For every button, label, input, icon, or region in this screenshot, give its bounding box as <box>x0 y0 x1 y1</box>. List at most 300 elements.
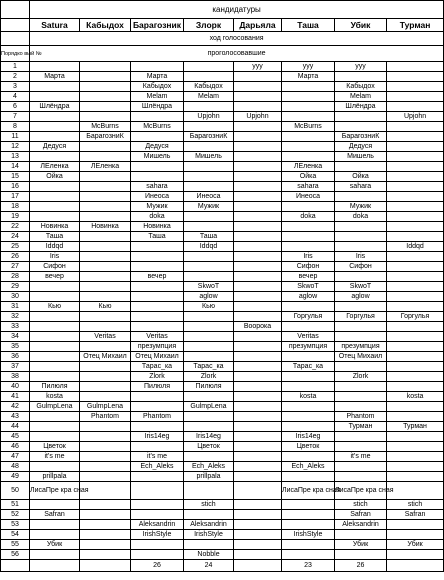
vote-cell[interactable] <box>282 402 335 412</box>
vote-cell[interactable] <box>131 252 184 262</box>
candidate-header[interactable]: Убик <box>335 19 387 32</box>
vote-cell[interactable] <box>335 222 387 232</box>
vote-cell[interactable] <box>282 202 335 212</box>
vote-cell[interactable]: Aleksandrin <box>131 520 184 530</box>
vote-cell[interactable] <box>387 342 444 352</box>
vote-cell[interactable]: doka <box>335 212 387 222</box>
vote-cell[interactable] <box>234 192 282 202</box>
vote-cell[interactable] <box>30 202 80 212</box>
row-number[interactable]: 41 <box>1 392 30 402</box>
vote-cell[interactable] <box>131 242 184 252</box>
vote-cell[interactable] <box>80 472 131 482</box>
vote-cell[interactable] <box>387 282 444 292</box>
vote-cell[interactable] <box>184 482 234 500</box>
row-number[interactable]: 6 <box>1 102 30 112</box>
vote-cell[interactable]: IrishStyle <box>131 530 184 540</box>
candidate-header[interactable]: Злорк <box>184 19 234 32</box>
vote-cell[interactable]: GulmpLena <box>80 402 131 412</box>
vote-cell[interactable] <box>80 342 131 352</box>
vote-cell[interactable]: kosta <box>30 392 80 402</box>
vote-cell[interactable] <box>234 262 282 272</box>
candidate-header[interactable]: Кабыдох <box>80 19 131 32</box>
vote-cell[interactable] <box>234 292 282 302</box>
vote-cell[interactable] <box>80 232 131 242</box>
vote-cell[interactable]: Кью <box>80 302 131 312</box>
row-number[interactable]: 26 <box>1 252 30 262</box>
vote-cell[interactable]: doka <box>282 212 335 222</box>
vote-cell[interactable]: Aleksandrin <box>184 520 234 530</box>
vote-cell[interactable] <box>80 202 131 212</box>
vote-cell[interactable] <box>282 520 335 530</box>
candidate-header[interactable]: Турман <box>387 19 444 32</box>
row-number[interactable]: 55 <box>1 540 30 550</box>
vote-cell[interactable] <box>282 322 335 332</box>
vote-cell[interactable]: Iris14eg <box>184 432 234 442</box>
vote-cell[interactable]: Пилюля <box>131 382 184 392</box>
vote-cell[interactable]: Таша <box>30 232 80 242</box>
vote-cell[interactable] <box>282 222 335 232</box>
vote-cell[interactable] <box>282 352 335 362</box>
vote-cell[interactable] <box>234 392 282 402</box>
vote-cell[interactable]: ЛисаПре кра сная <box>335 482 387 500</box>
vote-cell[interactable]: Убик <box>30 540 80 550</box>
vote-cell[interactable]: Инеоса <box>184 192 234 202</box>
vote-cell[interactable] <box>234 182 282 192</box>
vote-cell[interactable] <box>387 382 444 392</box>
vote-cell[interactable]: stich <box>387 500 444 510</box>
vote-cell[interactable] <box>387 362 444 372</box>
row-number[interactable]: 3 <box>1 82 30 92</box>
total-cell[interactable]: 23 <box>282 560 335 572</box>
vote-cell[interactable] <box>131 262 184 272</box>
row-number[interactable]: 16 <box>1 182 30 192</box>
vote-cell[interactable] <box>387 152 444 162</box>
vote-cell[interactable]: Шлёндра <box>131 102 184 112</box>
vote-cell[interactable] <box>80 452 131 462</box>
vote-cell[interactable] <box>131 292 184 302</box>
vote-cell[interactable]: SkwoT <box>184 282 234 292</box>
vote-cell[interactable] <box>282 142 335 152</box>
vote-cell[interactable] <box>282 112 335 122</box>
vote-cell[interactable] <box>80 510 131 520</box>
vote-cell[interactable] <box>30 132 80 142</box>
vote-cell[interactable]: Melam <box>335 92 387 102</box>
vote-cell[interactable] <box>387 332 444 342</box>
vote-cell[interactable] <box>234 302 282 312</box>
row-number[interactable]: 35 <box>1 342 30 352</box>
vote-cell[interactable]: Отец Михаил <box>80 352 131 362</box>
vote-cell[interactable]: Мишель <box>335 152 387 162</box>
vote-cell[interactable] <box>80 172 131 182</box>
vote-cell[interactable]: Шлёндра <box>30 102 80 112</box>
vote-cell[interactable] <box>282 382 335 392</box>
vote-cell[interactable] <box>387 372 444 382</box>
vote-cell[interactable] <box>131 540 184 550</box>
vote-cell[interactable]: aglow <box>335 292 387 302</box>
vote-cell[interactable]: Phantom <box>335 412 387 422</box>
vote-cell[interactable] <box>335 302 387 312</box>
vote-cell[interactable]: it's me <box>30 452 80 462</box>
corner-cell[interactable] <box>1 32 30 46</box>
vote-cell[interactable] <box>335 472 387 482</box>
vote-cell[interactable]: Тарас_ка <box>131 362 184 372</box>
vote-cell[interactable] <box>335 392 387 402</box>
vote-cell[interactable]: Пилюля <box>184 382 234 392</box>
vote-cell[interactable] <box>387 82 444 92</box>
vote-cell[interactable] <box>184 422 234 432</box>
vote-cell[interactable] <box>282 472 335 482</box>
vote-cell[interactable]: Upjohn <box>387 112 444 122</box>
vote-cell[interactable] <box>282 242 335 252</box>
vote-cell[interactable]: GulmpLena <box>184 402 234 412</box>
vote-cell[interactable]: Шлёндра <box>335 102 387 112</box>
vote-cell[interactable] <box>80 520 131 530</box>
vote-cell[interactable] <box>30 432 80 442</box>
vote-cell[interactable] <box>30 212 80 222</box>
vote-cell[interactable] <box>184 162 234 172</box>
vote-cell[interactable] <box>387 72 444 82</box>
row-number[interactable]: 33 <box>1 322 30 332</box>
vote-cell[interactable] <box>131 422 184 432</box>
vote-cell[interactable]: Iddqd <box>30 242 80 252</box>
row-number[interactable]: 12 <box>1 142 30 152</box>
vote-cell[interactable]: Upjohn <box>234 112 282 122</box>
vote-cell[interactable] <box>335 112 387 122</box>
vote-cell[interactable]: Кабыдох <box>335 82 387 92</box>
vote-cell[interactable]: Отец Михаил <box>131 352 184 362</box>
vote-cell[interactable]: Ech_Aleks <box>184 462 234 472</box>
row-number[interactable]: 28 <box>1 272 30 282</box>
row-number[interactable]: 29 <box>1 282 30 292</box>
vote-cell[interactable] <box>80 282 131 292</box>
voted-label[interactable]: проголосовавшие <box>30 46 444 62</box>
vote-cell[interactable] <box>131 392 184 402</box>
row-number[interactable]: 30 <box>1 292 30 302</box>
row-number[interactable]: 37 <box>1 362 30 372</box>
row-number[interactable]: 50 <box>1 482 30 500</box>
vote-cell[interactable] <box>184 540 234 550</box>
vote-cell[interactable] <box>30 422 80 432</box>
vote-cell[interactable]: Ech_Aleks <box>131 462 184 472</box>
vote-cell[interactable]: ууу <box>335 62 387 72</box>
vote-cell[interactable] <box>80 392 131 402</box>
vote-cell[interactable] <box>80 62 131 72</box>
corner-cell[interactable] <box>1 1 30 19</box>
vote-cell[interactable]: ЛЕленка <box>282 162 335 172</box>
vote-cell[interactable] <box>184 312 234 322</box>
vote-cell[interactable]: prillpala <box>30 472 80 482</box>
vote-cell[interactable] <box>30 332 80 342</box>
row-number[interactable]: 34 <box>1 332 30 342</box>
vote-cell[interactable]: Дедуся <box>131 142 184 152</box>
vote-cell[interactable] <box>234 272 282 282</box>
vote-cell[interactable]: McBurns <box>282 122 335 132</box>
vote-cell[interactable] <box>387 412 444 422</box>
vote-cell[interactable] <box>387 462 444 472</box>
vote-cell[interactable] <box>234 222 282 232</box>
vote-cell[interactable] <box>234 452 282 462</box>
vote-cell[interactable] <box>387 142 444 152</box>
vote-cell[interactable] <box>234 232 282 242</box>
vote-cell[interactable] <box>184 412 234 422</box>
vote-cell[interactable]: Zlork <box>131 372 184 382</box>
vote-cell[interactable] <box>234 72 282 82</box>
vote-cell[interactable] <box>282 92 335 102</box>
vote-cell[interactable]: Цветок <box>184 442 234 452</box>
vote-cell[interactable] <box>30 372 80 382</box>
vote-cell[interactable] <box>387 222 444 232</box>
vote-cell[interactable] <box>184 342 234 352</box>
vote-cell[interactable] <box>282 412 335 422</box>
vote-cell[interactable] <box>30 112 80 122</box>
vote-cell[interactable] <box>387 352 444 362</box>
vote-cell[interactable] <box>282 102 335 112</box>
vote-cell[interactable] <box>131 162 184 172</box>
vote-cell[interactable] <box>30 282 80 292</box>
vote-cell[interactable]: Iris14eg <box>131 432 184 442</box>
vote-cell[interactable] <box>282 540 335 550</box>
vote-cell[interactable] <box>335 322 387 332</box>
vote-cell[interactable]: Zlork <box>335 372 387 382</box>
vote-cell[interactable] <box>131 482 184 500</box>
vote-cell[interactable]: Кабыдох <box>184 82 234 92</box>
vote-cell[interactable]: Veritas <box>131 332 184 342</box>
vote-cell[interactable] <box>30 292 80 302</box>
row-number[interactable]: 51 <box>1 500 30 510</box>
vote-cell[interactable] <box>131 472 184 482</box>
vote-cell[interactable] <box>30 122 80 132</box>
vote-cell[interactable] <box>80 500 131 510</box>
vote-cell[interactable] <box>387 520 444 530</box>
row-number[interactable]: 42 <box>1 402 30 412</box>
vote-cell[interactable] <box>30 462 80 472</box>
vote-cell[interactable] <box>387 252 444 262</box>
vote-cell[interactable]: ЛЕленка <box>80 162 131 172</box>
vote-cell[interactable]: Кабыдох <box>131 82 184 92</box>
vote-cell[interactable] <box>387 92 444 102</box>
vote-cell[interactable] <box>234 442 282 452</box>
vote-cell[interactable] <box>234 472 282 482</box>
vote-cell[interactable]: вечер <box>131 272 184 282</box>
vote-cell[interactable] <box>335 272 387 282</box>
vote-cell[interactable]: Мишель <box>184 152 234 162</box>
vote-cell[interactable] <box>234 82 282 92</box>
vote-cell[interactable]: ууу <box>234 62 282 72</box>
vote-cell[interactable]: вечер <box>282 272 335 282</box>
vote-cell[interactable]: Сифон <box>30 262 80 272</box>
vote-cell[interactable]: doka <box>131 212 184 222</box>
vote-cell[interactable] <box>387 292 444 302</box>
vote-cell[interactable] <box>30 520 80 530</box>
vote-cell[interactable] <box>80 142 131 152</box>
vote-cell[interactable] <box>234 540 282 550</box>
vote-cell[interactable] <box>131 282 184 292</box>
vote-cell[interactable] <box>184 102 234 112</box>
vote-cell[interactable] <box>80 112 131 122</box>
vote-cell[interactable]: Таша <box>184 232 234 242</box>
vote-cell[interactable] <box>80 102 131 112</box>
vote-cell[interactable] <box>234 122 282 132</box>
vote-cell[interactable]: Таша <box>131 232 184 242</box>
vote-cell[interactable] <box>387 442 444 452</box>
total-cell[interactable]: 26 <box>335 560 387 572</box>
vote-cell[interactable] <box>80 530 131 540</box>
vote-cell[interactable]: Upjohn <box>184 112 234 122</box>
vote-cell[interactable] <box>131 62 184 72</box>
vote-cell[interactable]: Тарас_ка <box>282 362 335 372</box>
vote-cell[interactable]: Veritas <box>80 332 131 342</box>
total-cell[interactable]: 26 <box>131 560 184 572</box>
vote-cell[interactable] <box>335 242 387 252</box>
vote-cell[interactable]: ЛЕленка <box>30 162 80 172</box>
vote-cell[interactable]: Ойка <box>282 172 335 182</box>
vote-cell[interactable]: Дедуся <box>335 142 387 152</box>
vote-cell[interactable]: Iddqd <box>184 242 234 252</box>
vote-cell[interactable] <box>282 152 335 162</box>
vote-cell[interactable] <box>282 510 335 520</box>
vote-cell[interactable]: Пилюля <box>30 382 80 392</box>
vote-cell[interactable] <box>131 322 184 332</box>
row-number[interactable]: 1 <box>1 62 30 72</box>
vote-cell[interactable]: Iddqd <box>387 242 444 252</box>
row-number[interactable]: 15 <box>1 172 30 182</box>
vote-cell[interactable]: Цветок <box>282 442 335 452</box>
vote-cell[interactable] <box>184 262 234 272</box>
vote-cell[interactable] <box>80 72 131 82</box>
vote-cell[interactable]: SkwoT <box>335 282 387 292</box>
vote-cell[interactable]: it's me <box>335 452 387 462</box>
vote-cell[interactable] <box>30 352 80 362</box>
vote-cell[interactable]: Инеоса <box>282 192 335 202</box>
vote-cell[interactable] <box>131 500 184 510</box>
row-number[interactable]: 49 <box>1 472 30 482</box>
candidate-header[interactable]: Таша <box>282 19 335 32</box>
vote-cell[interactable] <box>282 452 335 462</box>
vote-cell[interactable] <box>80 372 131 382</box>
vote-cell[interactable] <box>184 122 234 132</box>
vote-cell[interactable] <box>131 442 184 452</box>
row-number[interactable]: 46 <box>1 442 30 452</box>
vote-cell[interactable] <box>234 352 282 362</box>
vote-cell[interactable] <box>80 92 131 102</box>
vote-cell[interactable] <box>234 482 282 500</box>
vote-cell[interactable] <box>335 530 387 540</box>
vote-cell[interactable]: GulmpLena <box>30 402 80 412</box>
vote-cell[interactable] <box>80 382 131 392</box>
row-number[interactable]: 22 <box>1 222 30 232</box>
vote-cell[interactable] <box>282 302 335 312</box>
vote-cell[interactable] <box>234 500 282 510</box>
vote-cell[interactable] <box>387 132 444 142</box>
vote-cell[interactable] <box>387 432 444 442</box>
vote-cell[interactable] <box>30 412 80 422</box>
candidate-header[interactable]: Барагозник <box>131 19 184 32</box>
vote-cell[interactable] <box>234 142 282 152</box>
vote-cell[interactable] <box>234 132 282 142</box>
vote-cell[interactable] <box>387 472 444 482</box>
vote-cell[interactable] <box>234 510 282 520</box>
row-number[interactable]: 56 <box>1 550 30 560</box>
vote-cell[interactable]: Новинка <box>131 222 184 232</box>
vote-cell[interactable] <box>234 242 282 252</box>
vote-cell[interactable]: ууу <box>282 62 335 72</box>
vote-cell[interactable] <box>335 122 387 132</box>
row-number[interactable]: 24 <box>1 232 30 242</box>
vote-cell[interactable] <box>131 302 184 312</box>
vote-cell[interactable]: Iris14eg <box>282 432 335 442</box>
vote-cell[interactable]: Марта <box>30 72 80 82</box>
vote-cell[interactable] <box>80 362 131 372</box>
vote-cell[interactable] <box>387 550 444 560</box>
vote-cell[interactable]: sahara <box>335 182 387 192</box>
vote-cell[interactable] <box>80 242 131 252</box>
vote-cell[interactable]: Дедуся <box>30 142 80 152</box>
vote-cell[interactable]: aglow <box>184 292 234 302</box>
vote-cell[interactable] <box>234 342 282 352</box>
vote-cell[interactable] <box>234 152 282 162</box>
vote-cell[interactable] <box>131 550 184 560</box>
vote-cell[interactable]: Nobble <box>184 550 234 560</box>
row-number[interactable]: 47 <box>1 452 30 462</box>
vote-cell[interactable] <box>184 172 234 182</box>
vote-cell[interactable]: IrishStyle <box>282 530 335 540</box>
vote-cell[interactable] <box>335 442 387 452</box>
vote-cell[interactable]: Воорока <box>234 322 282 332</box>
row-number[interactable]: 53 <box>1 520 30 530</box>
vote-cell[interactable] <box>184 332 234 342</box>
vote-cell[interactable]: Ойка <box>30 172 80 182</box>
vote-cell[interactable] <box>234 422 282 432</box>
vote-cell[interactable]: Цветок <box>30 442 80 452</box>
vote-cell[interactable] <box>335 550 387 560</box>
vote-cell[interactable] <box>282 132 335 142</box>
row-number-header[interactable]: Порядко вый № <box>1 46 30 62</box>
vote-cell[interactable] <box>80 312 131 322</box>
vote-cell[interactable] <box>184 72 234 82</box>
vote-cell[interactable] <box>131 112 184 122</box>
row-number[interactable]: 36 <box>1 352 30 362</box>
vote-cell[interactable] <box>387 402 444 412</box>
vote-cell[interactable] <box>80 212 131 222</box>
vote-cell[interactable] <box>30 312 80 322</box>
vote-cell[interactable] <box>131 402 184 412</box>
vote-cell[interactable] <box>30 500 80 510</box>
vote-cell[interactable]: Phantom <box>131 412 184 422</box>
vote-cell[interactable] <box>387 202 444 212</box>
vote-cell[interactable]: Safran <box>387 510 444 520</box>
vote-cell[interactable] <box>184 182 234 192</box>
total-cell[interactable]: 24 <box>184 560 234 572</box>
row-number[interactable]: 40 <box>1 382 30 392</box>
vote-cell[interactable] <box>234 212 282 222</box>
vote-cell[interactable]: prillpala <box>184 472 234 482</box>
vote-cell[interactable] <box>282 422 335 432</box>
vote-cell[interactable] <box>30 322 80 332</box>
row-number[interactable]: 38 <box>1 372 30 382</box>
vote-cell[interactable]: Iris <box>335 252 387 262</box>
vote-cell[interactable] <box>387 102 444 112</box>
vote-cell[interactable]: Iris <box>282 252 335 262</box>
vote-cell[interactable]: McBurns <box>80 122 131 132</box>
vote-cell[interactable] <box>184 352 234 362</box>
vote-cell[interactable] <box>234 252 282 262</box>
row-number[interactable]: 54 <box>1 530 30 540</box>
vote-cell[interactable] <box>234 92 282 102</box>
vote-cell[interactable]: Новинка <box>30 222 80 232</box>
vote-cell[interactable]: Турман <box>335 422 387 432</box>
vote-cell[interactable]: презумпция <box>282 342 335 352</box>
total-cell[interactable] <box>234 560 282 572</box>
